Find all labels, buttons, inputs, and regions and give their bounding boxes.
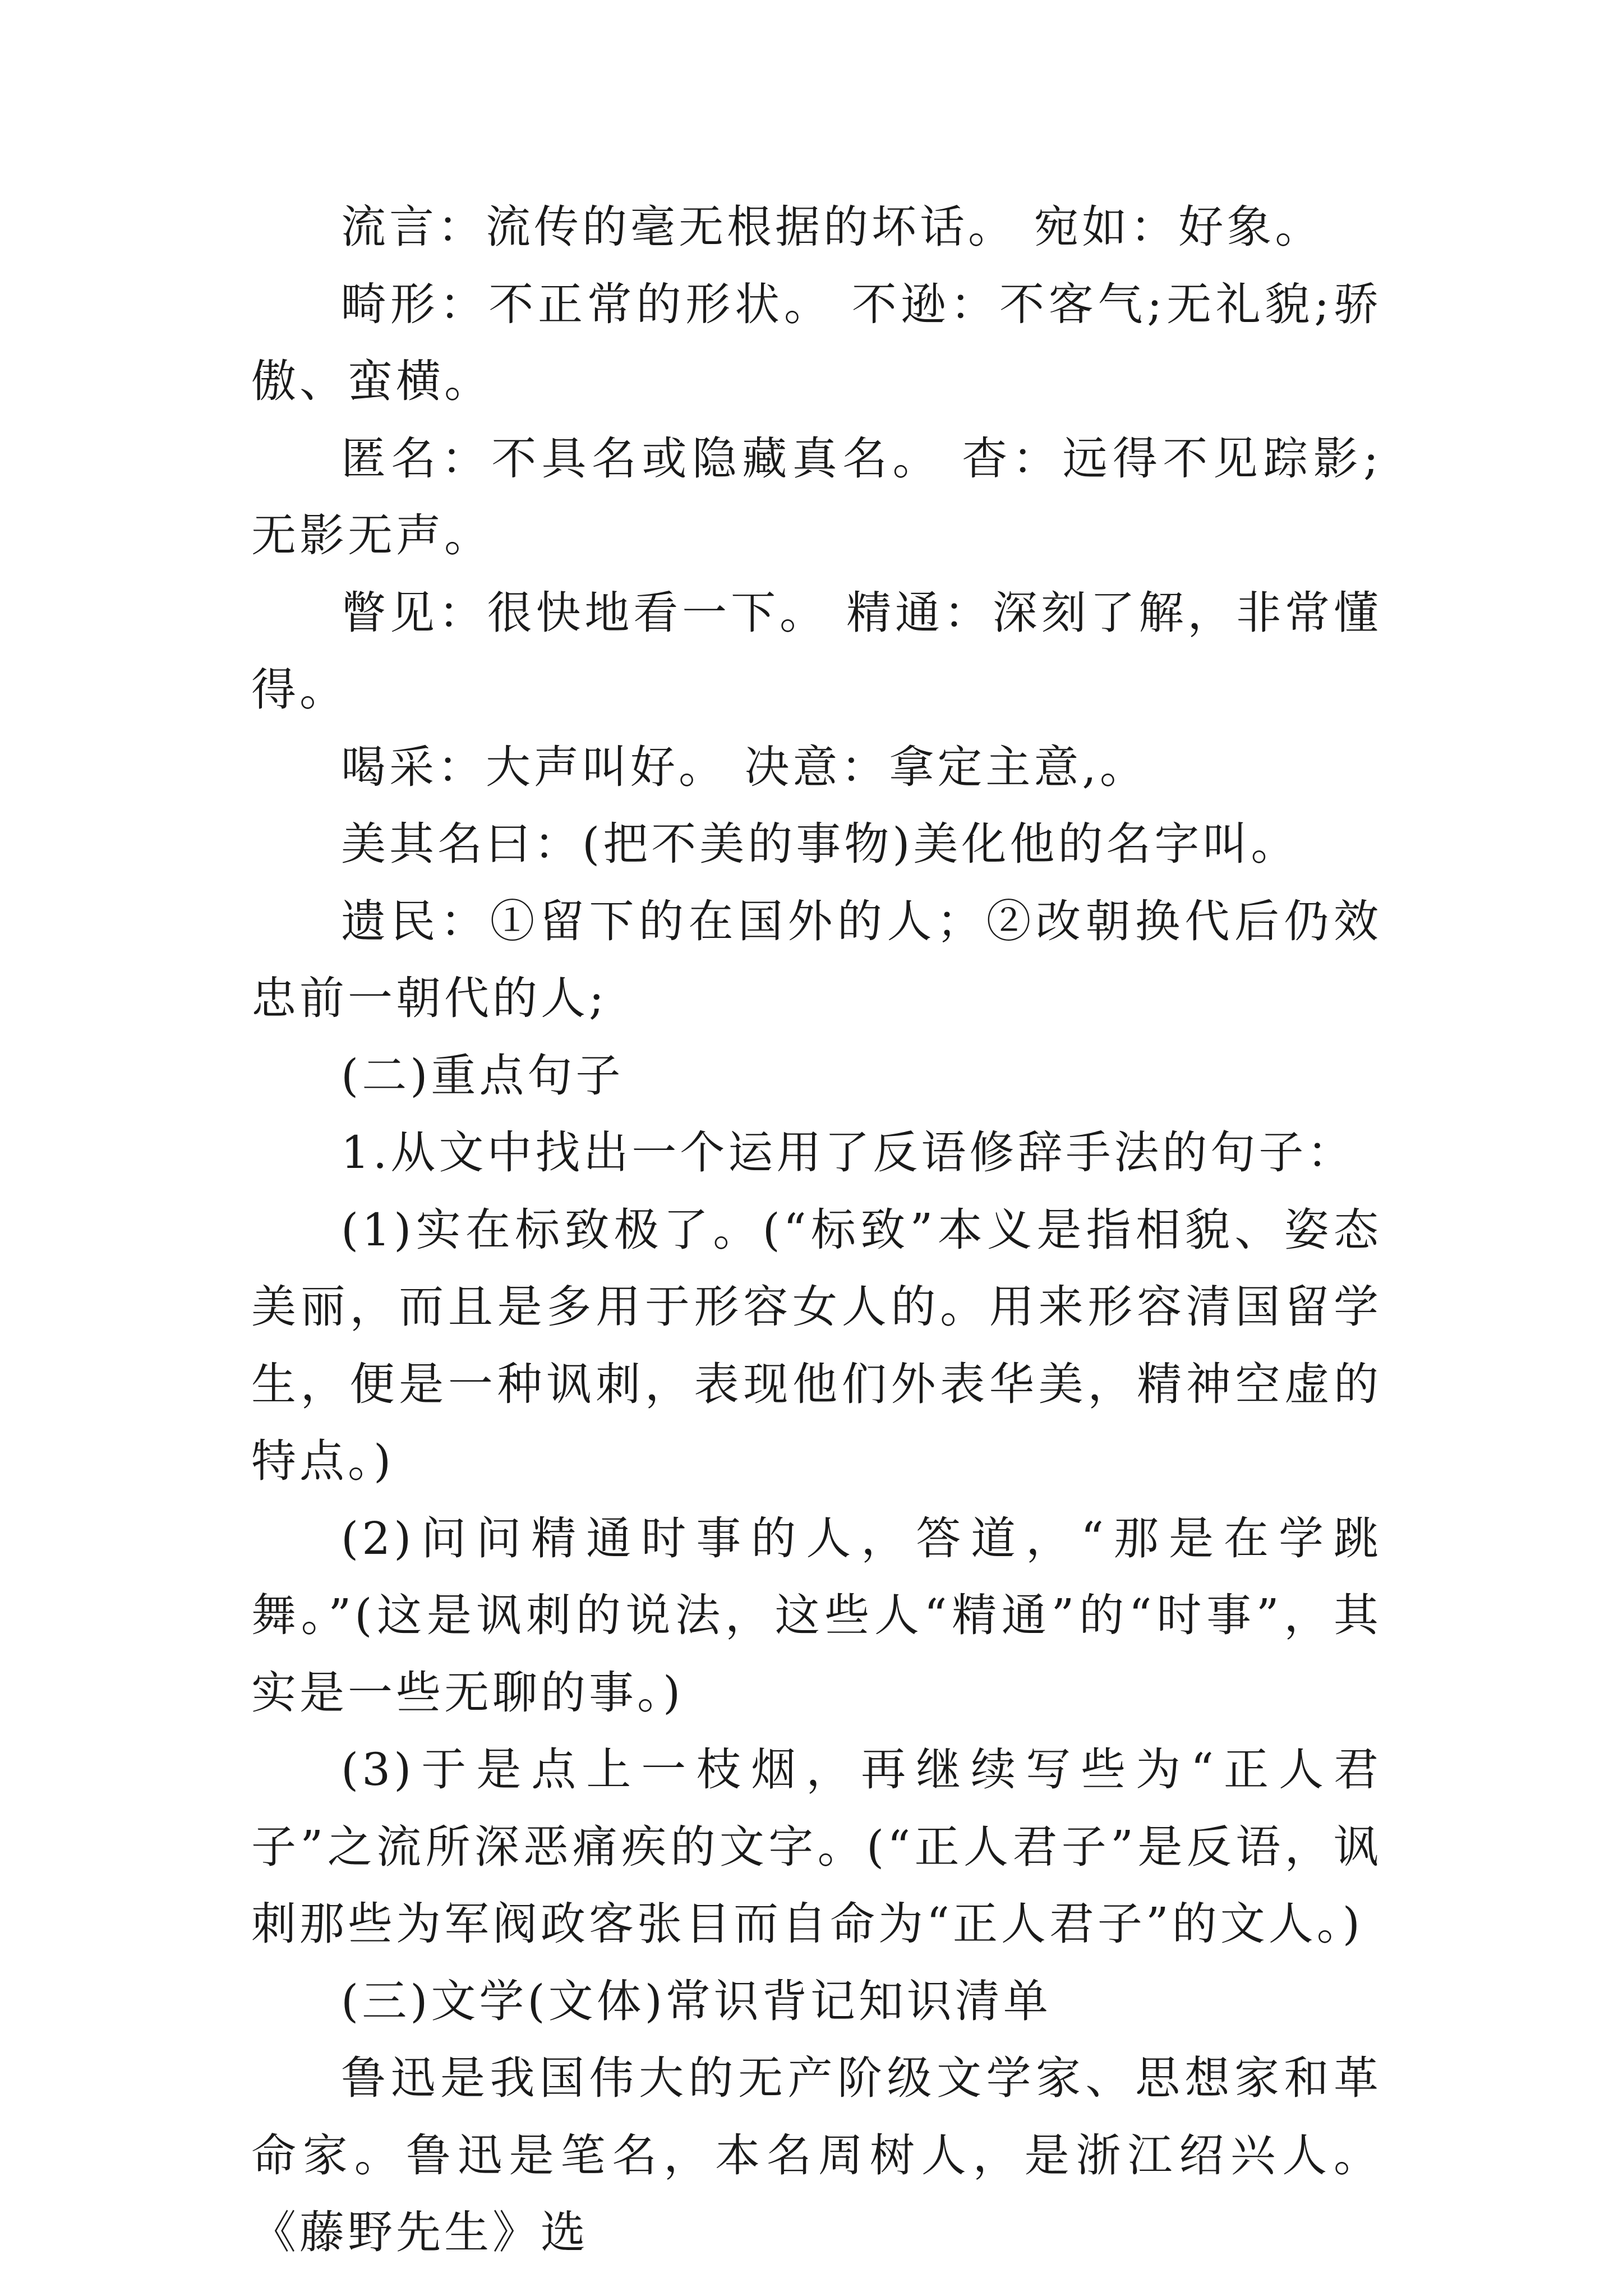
section-heading-key-sentences: (二)重点句子	[341, 1049, 624, 1102]
paragraph-luxun-intro: 鲁迅是我国伟大的无产阶级文学家、思想家和革命家。鲁迅是笔名，本名周树人，是浙江绍兴人。《藤野先生》选	[251, 2052, 1382, 2258]
paragraph-vocab-piejian: 瞥见：很快地看一下。 精通：深刻了解，非常懂得。	[251, 586, 1382, 716]
paragraph-answer-3: (3)于是点上一枝烟，再继续写些为“正人君子”之流所深恶痛疾的文字。(“正人君子”是反语，讽刺那些为军阀政客张目而自命为“正人君子”的文人。)	[251, 1743, 1382, 1950]
paragraph-answer-2: (2)问问精通时事的人，答道，“那是在学跳舞。”(这是讽刺的说法，这些人“精通”的“时事”，其实是一些无聊的事。)	[251, 1512, 1382, 1719]
paragraph-vocab-jixing: 畸形：不正常的形状。 不逊：不客气;无礼貌;骄傲、蛮横。	[251, 278, 1382, 407]
paragraph-vocab-meiqimingyue: 美其名曰：(把不美的事物)美化他的名字叫。	[341, 818, 1299, 870]
section-heading-literary-knowledge: (三)文学(文体)常识背记知识清单	[341, 1975, 1052, 2027]
paragraph-answer-1: (1)实在标致极了。(“标致”本义是指相貌、姿态美丽，而且是多用于形容女人的。用来形容清国留学生，便是一种讽刺，表现他们外表华美，精神空虚的特点。)	[251, 1203, 1382, 1487]
paragraph-vocab-yimin: 遗民：①留下的在国外的人；②改朝换代后仍效忠前一朝代的人;	[251, 895, 1382, 1024]
paragraph-question-1: 1.从文中找出一个运用了反语修辞手法的句子：	[341, 1126, 1355, 1179]
paragraph-vocab-niming: 匿名：不具名或隐藏真名。 杳：远得不见踪影;无影无声。	[251, 432, 1382, 562]
document-body	[251, 188, 1382, 2271]
paragraph-vocab-hecai: 喝采：大声叫好。 决意：拿定主意,。	[341, 740, 1148, 793]
paragraph-vocab-liuyan: 流言：流传的毫无根据的坏话。 宛如：好象。	[341, 201, 1324, 253]
